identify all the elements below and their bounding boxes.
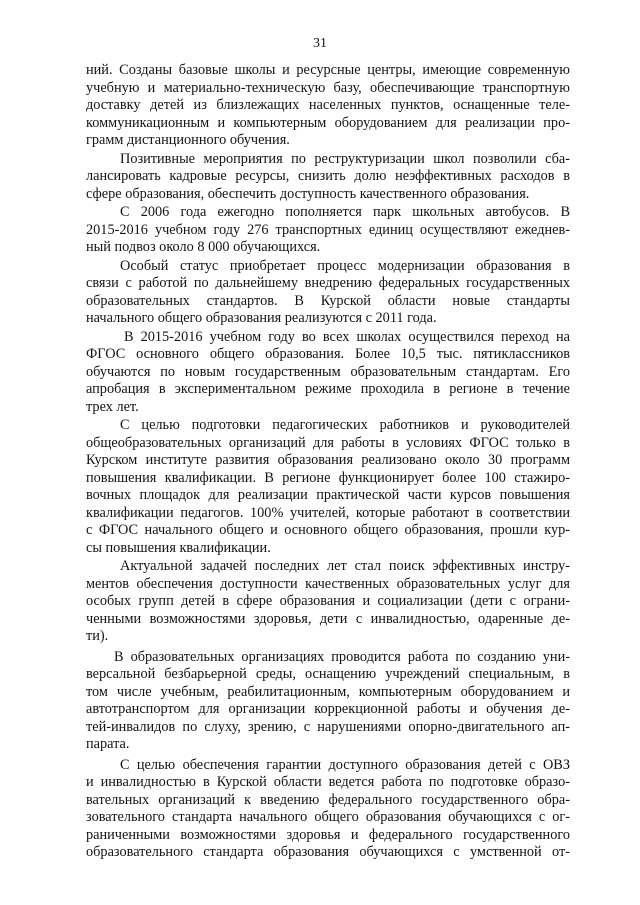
text-line: С целью обеспечения гарантии доступного образования детей с ОВЗ	[120, 756, 570, 773]
text-line: вочных площадок для реализации практической части курсов повышения	[86, 487, 570, 503]
text-line: общеобразовательных организаций для работы в условиях ФГОС только в	[86, 434, 570, 451]
text-line: раниченными возможностями здоровья и федерального государственного	[86, 826, 570, 843]
text-line: С целью подготовки педагогических работников и руководителей	[120, 417, 570, 433]
text-line: учебную и материально-техническую базу, обеспечивающие транспортную	[86, 79, 570, 96]
text-line: повышения квалификации. В регионе функционирует более 100 стажиро-	[86, 469, 570, 486]
text-line: Курском институте развития образования реализовано около 30 программ	[86, 452, 570, 468]
text-line: тей-инвалидов по слуху, зрению, с нарушениями опорно-двигательного ап-	[86, 718, 570, 735]
text-line: ФГОС основного общего образования. Более 10,5 тыс. пятиклассников	[86, 346, 570, 362]
text-line: парата.	[86, 736, 130, 752]
text-line: сфере образования, обеспечить доступность качественного образования.	[86, 185, 530, 202]
text-line: связи с работой по дальнейшему внедрению федеральных государственных	[86, 275, 570, 291]
text-line: ченными возможностями здоровья, дети с инвалидностью, одаренные де-	[86, 610, 570, 627]
text-line: образовательных стандартов. В Курской области новые стандарты	[86, 292, 570, 309]
text-line: трех лет.	[86, 398, 139, 415]
text-line: В образовательных организациях проводится работа по созданию уни-	[114, 648, 570, 665]
paragraph-9	[86, 757, 570, 862]
text-line: вательных организаций к введению федерального государственного обра-	[86, 791, 570, 808]
text-line: ти).	[86, 628, 109, 644]
text-line: С 2006 года ежегодно пополняется парк школьных автобусов. В	[120, 204, 570, 220]
paragraph-8	[86, 649, 570, 754]
paragraph-2	[86, 151, 570, 204]
text-line: грамм дистанционного обучения.	[86, 132, 290, 148]
text-line: 2015-2016 учебном году 276 транспортных единиц осуществляют ежеднев-	[86, 221, 570, 238]
text-line: особых групп детей в сфере образования и социализации (дети с ограни-	[86, 593, 570, 609]
paragraph-6	[86, 417, 570, 557]
text-line: ментов обеспечения доступности качественных образовательных услуг для	[86, 575, 570, 592]
text-line: сы повышения квалификации.	[86, 539, 271, 556]
body-text	[86, 62, 570, 863]
text-line: лансировать кадровые ресурсы, снизить долю неэффективных расходов в	[86, 168, 570, 184]
text-line: зовательного стандарта начального общего образования обучающихся с ог-	[86, 809, 570, 825]
text-line: Особый статус приобретает процесс модернизации образования в	[120, 257, 570, 274]
paragraph-1	[86, 62, 570, 150]
text-line: Позитивные мероприятия по реструктуризации школ позволили сба-	[120, 150, 570, 167]
text-line: с ФГОС начального общего и основного общего образования, прошли кур-	[86, 522, 570, 538]
text-line: Актуальной задачей последних лет стал поиск эффективных инстру-	[120, 558, 570, 574]
text-line: апробация в экспериментальном режиме проходила в регионе в течение	[86, 381, 570, 397]
text-line: и инвалидностью в Курской области ведется работа по подготовке образо-	[86, 774, 570, 790]
text-line: ный подвоз около 8 000 обучающихся.	[86, 239, 321, 255]
paragraph-4	[86, 258, 570, 328]
text-line: квалификации педагогов. 100% учителей, которые работают в соответствии	[86, 504, 570, 521]
text-line: автотранспортом для организации коррекционной работы и обучения де-	[86, 701, 570, 717]
paragraph-5	[86, 329, 570, 417]
text-line: ний. Созданы базовые школы и ресурсные центры, имеющие современную	[86, 62, 570, 78]
text-line: образовательного стандарта образования обучающихся с умственной от-	[86, 844, 570, 860]
text-line: В 2015-2016 учебном году во всех школах осуществился переход на	[124, 328, 570, 345]
paragraph-7	[86, 558, 570, 646]
text-line: обучаются по новым государственным образовательным стандартам. Его	[86, 363, 570, 380]
text-line: версальной безбарьерной среды, оснащению учреждений специальным, в	[86, 666, 570, 682]
text-line: коммуникационным и компьютерным оборудованием для реализации про-	[86, 114, 570, 131]
page-number: 31	[313, 36, 327, 51]
text-line: том числе учебным, реабилитационным, компьютерным оборудованием и	[86, 683, 570, 700]
paragraph-3	[86, 204, 570, 257]
text-line: доставку детей из близлежащих населенных пунктов, оснащенные теле-	[86, 97, 570, 113]
text-line: начального общего образования реализуются с 2011 года.	[86, 310, 437, 326]
